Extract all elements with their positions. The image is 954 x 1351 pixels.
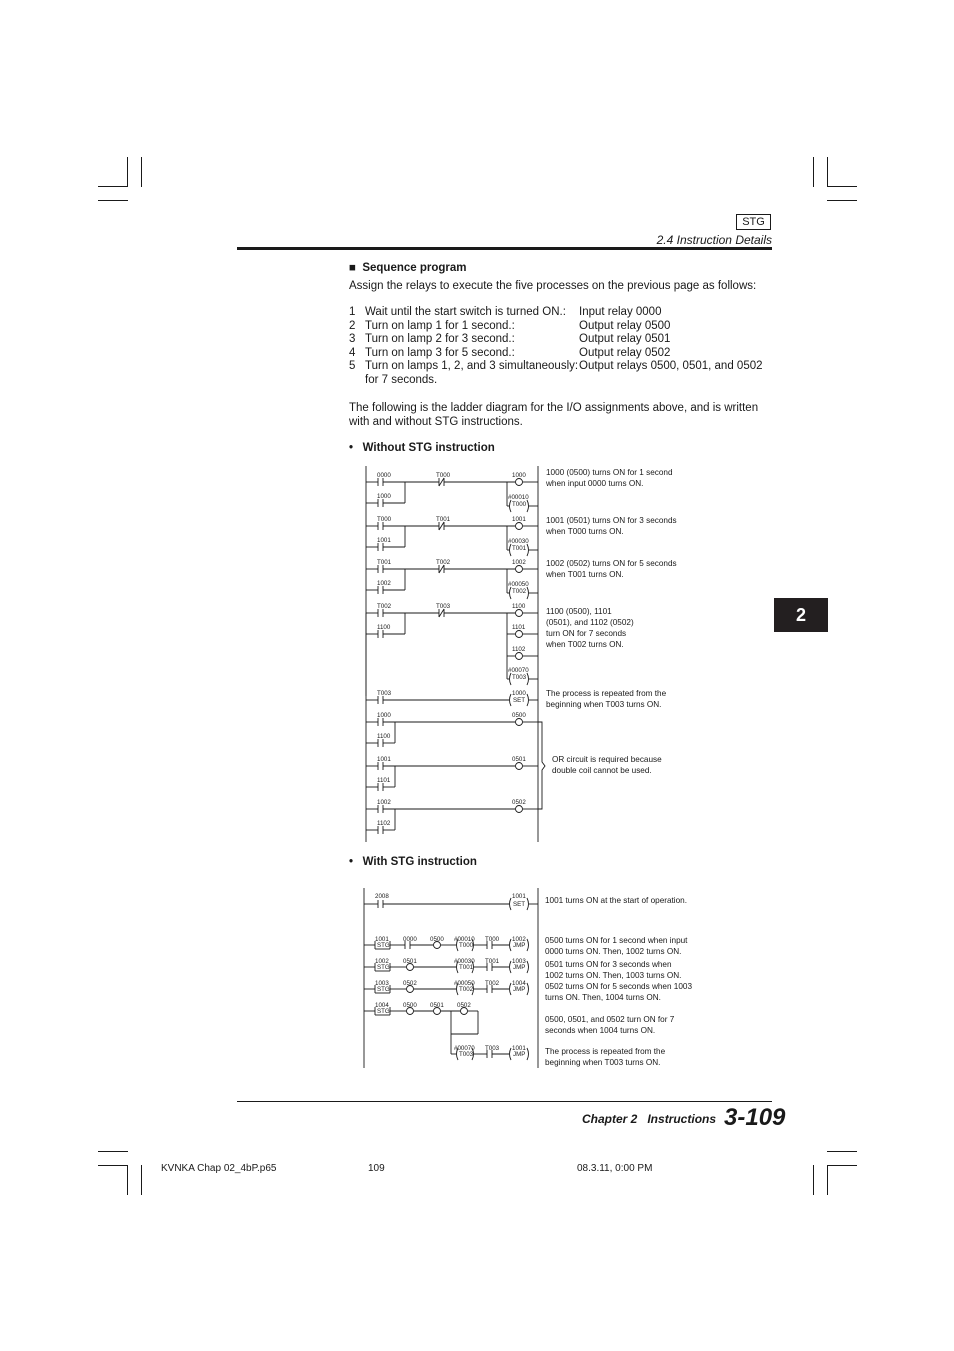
svg-text:T000: T000 (459, 942, 474, 949)
svg-text:#00010: #00010 (454, 936, 475, 943)
ladder-note: OR circuit is required because double coil cannot be used. (552, 755, 662, 775)
svg-text:SET: SET (513, 697, 526, 704)
svg-text:STG: STG (377, 964, 390, 971)
svg-text:1101: 1101 (377, 777, 391, 784)
svg-text:1000: 1000 (377, 493, 391, 500)
bullet-icon: • (349, 856, 354, 868)
svg-text:1003: 1003 (512, 958, 526, 965)
svg-text:1002: 1002 (512, 559, 526, 566)
svg-text:JMP: JMP (513, 1051, 526, 1058)
svg-text:STG: STG (377, 1008, 390, 1015)
svg-text:1001: 1001 (512, 516, 526, 523)
svg-text:T000: T000 (512, 501, 527, 508)
svg-text:T002: T002 (377, 603, 392, 610)
ladder-note: 1000 (0500) turns ON for 1 second when input 0000 turns ON. (546, 468, 673, 488)
svg-text:T001: T001 (377, 559, 392, 566)
svg-text:1001: 1001 (512, 1045, 526, 1052)
ladder-note: The process is repeated from the beginning when T003 turns ON. (545, 1047, 666, 1067)
ladder-note: The process is repeated from the beginning when T003 turns ON. (546, 689, 667, 709)
ladder-note: 1100 (0500), 1101 (0501), and 1102 (0502) turn ON for 7 seconds when T002 turns ON. (546, 607, 634, 649)
intro-text: Assign the relays to execute the five processes on the previous page as follows: (349, 280, 757, 292)
svg-text:1000: 1000 (512, 690, 526, 697)
chapter-tab: 2 (774, 598, 828, 632)
slug-file: KVNKA Chap 02_4bP.p65 (161, 1163, 277, 1174)
svg-text:1001: 1001 (377, 756, 391, 763)
svg-text:#00010: #00010 (508, 494, 529, 501)
svg-text:T002: T002 (485, 980, 500, 987)
section-heading (349, 262, 467, 276)
ladder-diagram-without-stg (360, 466, 550, 846)
svg-text:#00050: #00050 (454, 980, 475, 987)
section-title: 2.4 Instruction Details (656, 233, 772, 247)
svg-text:1000: 1000 (377, 712, 391, 719)
ladder-note: 0500, 0501, and 0502 turn ON for 7 seconds when 1004 turns ON. (545, 1015, 675, 1035)
svg-text:0000: 0000 (377, 472, 391, 479)
ladder-note: 1001 (0501) turns ON for 3 seconds when T000 turns ON. (546, 516, 677, 536)
svg-text:1002: 1002 (377, 799, 391, 806)
svg-text:1003: 1003 (375, 980, 389, 987)
svg-text:#00050: #00050 (508, 581, 529, 588)
svg-text:T002: T002 (436, 559, 451, 566)
svg-text:0500: 0500 (512, 712, 526, 719)
svg-text:1101: 1101 (512, 624, 526, 631)
svg-text:T003: T003 (485, 1045, 500, 1052)
svg-text:T002: T002 (459, 986, 474, 993)
header-rule (237, 247, 772, 250)
svg-text:2008: 2008 (375, 893, 389, 900)
svg-text:1000: 1000 (512, 472, 526, 479)
svg-text:1002: 1002 (375, 958, 389, 965)
footer-rule (237, 1101, 772, 1102)
svg-text:T001: T001 (436, 516, 451, 523)
svg-text:1004: 1004 (375, 1002, 389, 1009)
svg-text:JMP: JMP (513, 964, 526, 971)
svg-text:SET: SET (513, 901, 526, 908)
svg-text:1100: 1100 (377, 624, 391, 631)
svg-text:0502: 0502 (457, 1002, 471, 1009)
square-bullet-icon: ■ (349, 262, 356, 274)
svg-text:T003: T003 (459, 1051, 474, 1058)
svg-text:STG: STG (377, 986, 390, 993)
svg-text:T003: T003 (436, 603, 451, 610)
svg-text:#00070: #00070 (454, 1045, 475, 1052)
sequence-title: Sequence program (362, 262, 467, 274)
ladder-note: 1002 (0502) turns ON for 5 seconds when T001 turns ON. (546, 559, 677, 579)
svg-text:1102: 1102 (512, 646, 526, 653)
without-stg-heading: • Without STG instruction (349, 442, 495, 454)
svg-text:0502: 0502 (403, 980, 417, 987)
ladder-note: 1001 turns ON at the start of operation. (545, 896, 687, 905)
svg-text:0000: 0000 (403, 936, 417, 943)
slug-page: 109 (368, 1163, 385, 1174)
svg-text:T000: T000 (377, 516, 392, 523)
svg-text:0502: 0502 (512, 799, 526, 806)
svg-text:0500: 0500 (430, 936, 444, 943)
following-text-1: The following is the ladder diagram for the I/O assignments above, and is written (349, 402, 759, 414)
ladder-note: 0500 turns ON for 1 second when input 0000 turns ON. Then, 1002 turns ON. (545, 936, 688, 956)
svg-text:T003: T003 (512, 674, 527, 681)
svg-text:1002: 1002 (377, 580, 391, 587)
svg-text:T001: T001 (485, 958, 500, 965)
svg-text:1100: 1100 (377, 733, 391, 740)
following-text-2: with and without STG instructions. (349, 416, 523, 428)
svg-text:1102: 1102 (377, 820, 391, 827)
svg-text:T000: T000 (436, 472, 451, 479)
svg-text:1100: 1100 (512, 603, 526, 610)
slug-date: 08.3.11, 0:00 PM (577, 1163, 653, 1174)
svg-text:T002: T002 (512, 588, 527, 595)
svg-text:0501: 0501 (512, 756, 526, 763)
svg-text:#00070: #00070 (508, 667, 529, 674)
page-number: 3-109 (724, 1104, 786, 1131)
ladder-note: 0501 turns ON for 3 seconds when 1002 turns ON. Then, 1003 turns ON. (545, 960, 682, 980)
svg-text:T001: T001 (459, 964, 474, 971)
footer-chapter: Chapter 2 Instructions (582, 1112, 717, 1126)
svg-text:JMP: JMP (513, 942, 526, 949)
svg-text:JMP: JMP (513, 986, 526, 993)
bullet-icon: • (349, 442, 354, 454)
svg-text:0501: 0501 (430, 1002, 444, 1009)
with-stg-heading: • With STG instruction (349, 856, 477, 868)
svg-text:1004: 1004 (512, 980, 526, 987)
ladder-note: 0502 turns ON for 5 seconds when 1003 turns ON. Then, 1004 turns ON. (545, 982, 693, 1002)
ladder-diagram-with-stg (360, 888, 550, 1072)
svg-text:#00030: #00030 (454, 958, 475, 965)
svg-text:STG: STG (377, 942, 390, 949)
svg-text:1002: 1002 (512, 936, 526, 943)
svg-text:1001: 1001 (375, 936, 389, 943)
svg-text:T001: T001 (512, 545, 527, 552)
svg-text:1001: 1001 (377, 537, 391, 544)
svg-text:0501: 0501 (403, 958, 417, 965)
svg-text:1001: 1001 (512, 893, 526, 900)
svg-text:#00030: #00030 (508, 538, 529, 545)
svg-text:T003: T003 (377, 690, 392, 697)
svg-text:T000: T000 (485, 936, 500, 943)
instruction-box: STG (736, 214, 771, 230)
svg-text:0500: 0500 (403, 1002, 417, 1009)
